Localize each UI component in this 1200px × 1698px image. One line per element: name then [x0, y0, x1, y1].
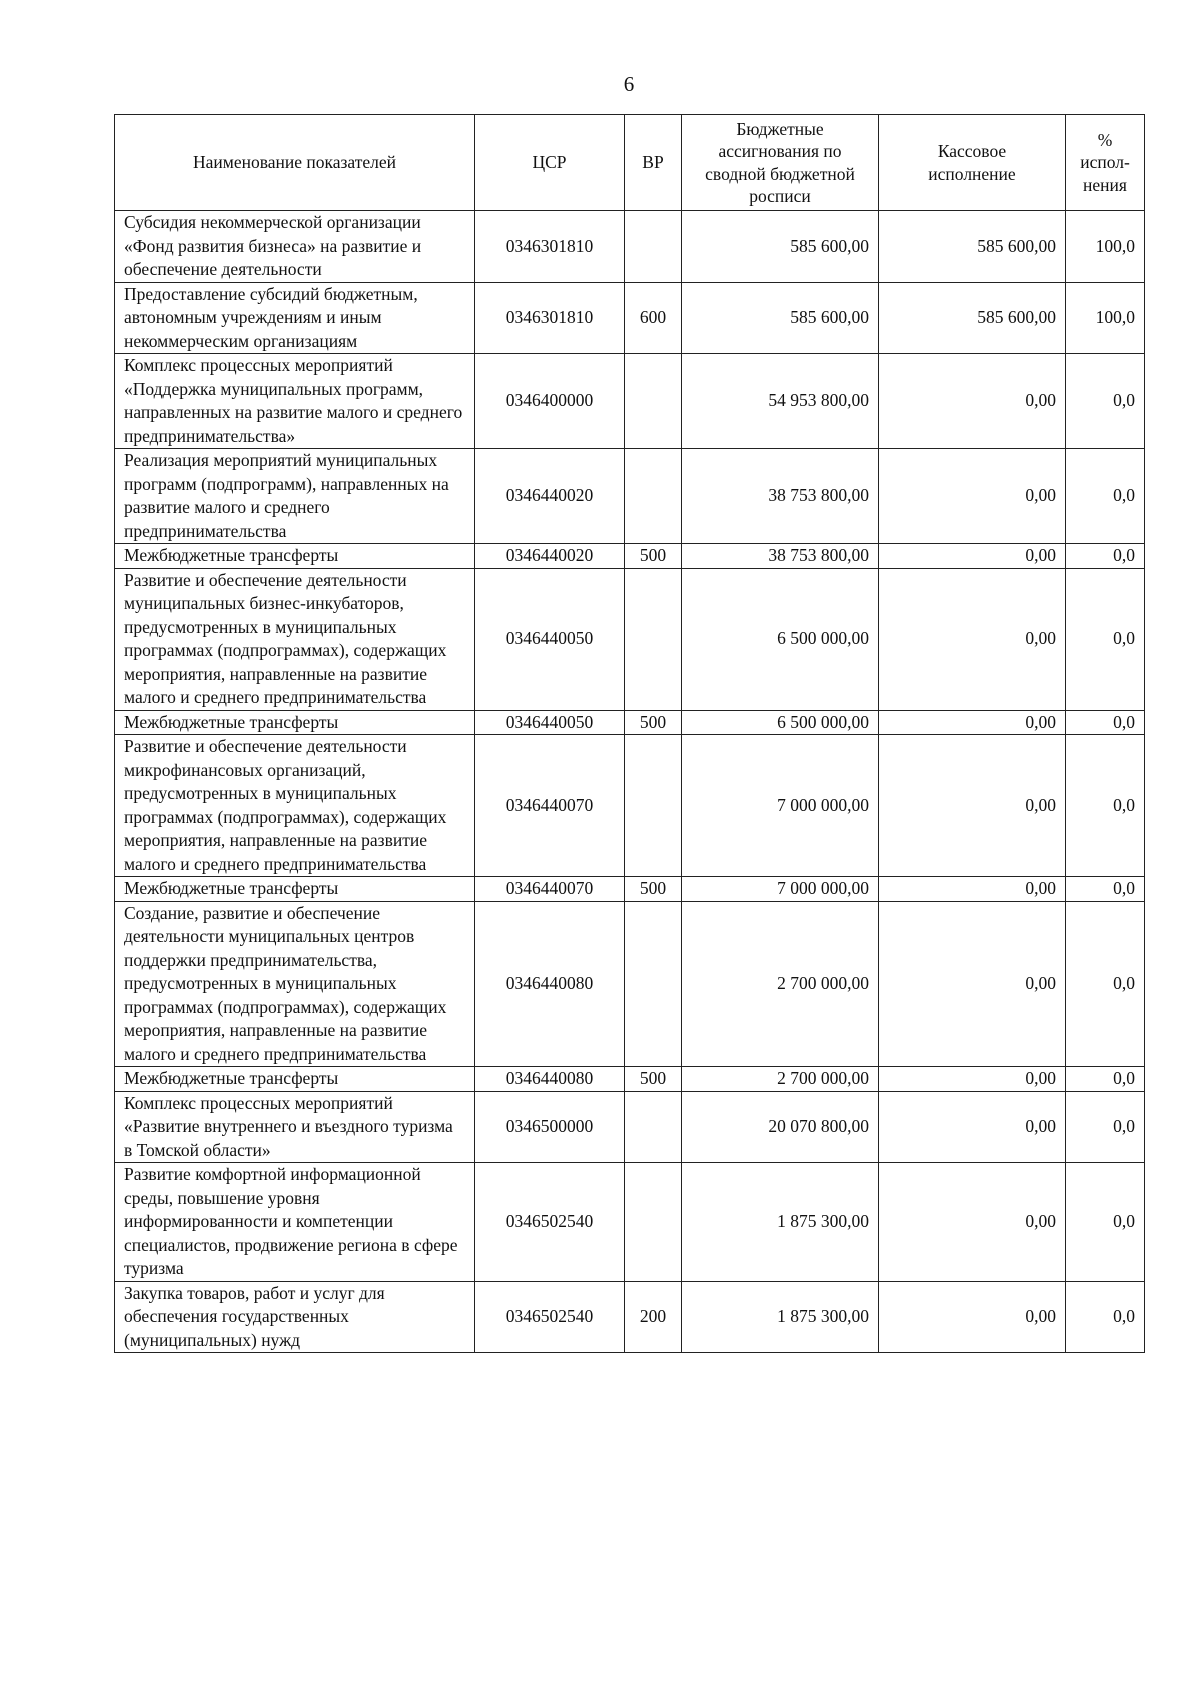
table-row — [115, 449, 1145, 544]
cell-name: Комплекс процессных мероприятий «Поддержка муниципальных программ, направленных на развитие малого и среднего предпринимательства» — [115, 354, 475, 449]
cell-percent: 0,0 — [1066, 710, 1145, 735]
cell-vr: 500 — [625, 710, 682, 735]
cell-csr: 0346440050 — [475, 568, 625, 710]
cell-name: Межбюджетные трансферты — [115, 1067, 475, 1092]
cell-budget: 585 600,00 — [682, 211, 879, 283]
cell-csr: 0346301810 — [475, 282, 625, 354]
cell-vr: 600 — [625, 282, 682, 354]
cell-cash: 0,00 — [879, 449, 1066, 544]
cell-budget: 20 070 800,00 — [682, 1091, 879, 1163]
table-row — [115, 1067, 1145, 1092]
table-header-row — [115, 115, 1145, 211]
cell-budget: 7 000 000,00 — [682, 735, 879, 877]
cell-cash: 0,00 — [879, 1091, 1066, 1163]
cell-csr: 0346400000 — [475, 354, 625, 449]
cell-budget: 38 753 800,00 — [682, 449, 879, 544]
cell-name: Субсидия некоммерческой организации «Фонд развития бизнеса» на развитие и обеспечение деятельности — [115, 211, 475, 283]
table-row — [115, 568, 1145, 710]
cell-percent: 0,0 — [1066, 901, 1145, 1067]
cell-csr: 0346440020 — [475, 449, 625, 544]
cell-percent: 0,0 — [1066, 354, 1145, 449]
cell-vr — [625, 211, 682, 283]
cell-csr: 0346301810 — [475, 211, 625, 283]
cell-percent: 0,0 — [1066, 1091, 1145, 1163]
cell-vr — [625, 735, 682, 877]
cell-vr — [625, 1163, 682, 1282]
cell-budget: 2 700 000,00 — [682, 901, 879, 1067]
cell-name: Предоставление субсидий бюджетным, автономным учреждениям и иным некоммерческим организациям — [115, 282, 475, 354]
cell-cash: 0,00 — [879, 735, 1066, 877]
cell-percent: 0,0 — [1066, 877, 1145, 902]
cell-vr — [625, 449, 682, 544]
cell-vr — [625, 1091, 682, 1163]
cell-cash: 585 600,00 — [879, 211, 1066, 283]
cell-percent: 100,0 — [1066, 282, 1145, 354]
cell-vr: 200 — [625, 1281, 682, 1353]
cell-name: Развитие комфортной информационной среды, повышение уровня информированности и компетенции специалистов, продвижение региона в сфере туризма — [115, 1163, 475, 1282]
cell-percent: 100,0 — [1066, 211, 1145, 283]
table-row — [115, 282, 1145, 354]
cell-csr: 0346440070 — [475, 735, 625, 877]
cell-percent: 0,0 — [1066, 1281, 1145, 1353]
cell-percent: 0,0 — [1066, 449, 1145, 544]
cell-vr — [625, 901, 682, 1067]
cell-percent: 0,0 — [1066, 1163, 1145, 1282]
cell-budget: 2 700 000,00 — [682, 1067, 879, 1092]
cell-name: Реализация мероприятий муниципальных программ (подпрограмм), направленных на развитие малого и среднего предпринимательства — [115, 449, 475, 544]
cell-budget: 6 500 000,00 — [682, 568, 879, 710]
cell-name: Межбюджетные трансферты — [115, 877, 475, 902]
cell-name: Развитие и обеспечение деятельности микрофинансовых организаций, предусмотренных в муниципальных программах (подпрограммах), содержащих мероприятия, направленные на развитие малого и среднего предпринимательства — [115, 735, 475, 877]
cell-csr: 0346440050 — [475, 710, 625, 735]
cell-csr: 0346502540 — [475, 1163, 625, 1282]
cell-cash: 0,00 — [879, 544, 1066, 569]
cell-budget: 6 500 000,00 — [682, 710, 879, 735]
cell-csr: 0346440020 — [475, 544, 625, 569]
cell-name: Комплекс процессных мероприятий «Развитие внутреннего и въездного туризма в Томской области» — [115, 1091, 475, 1163]
header-cash: Кассовое исполнение — [879, 115, 1066, 211]
table-row — [115, 1281, 1145, 1353]
cell-cash: 0,00 — [879, 710, 1066, 735]
cell-percent: 0,0 — [1066, 735, 1145, 877]
table-row — [115, 354, 1145, 449]
table-row — [115, 1091, 1145, 1163]
cell-csr: 0346440080 — [475, 901, 625, 1067]
cell-csr: 0346502540 — [475, 1281, 625, 1353]
cell-cash: 0,00 — [879, 354, 1066, 449]
table-row — [115, 544, 1145, 569]
cell-budget: 7 000 000,00 — [682, 877, 879, 902]
cell-cash: 0,00 — [879, 1163, 1066, 1282]
cell-budget: 54 953 800,00 — [682, 354, 879, 449]
cell-vr: 500 — [625, 877, 682, 902]
header-vr: ВР — [625, 115, 682, 211]
cell-name: Межбюджетные трансферты — [115, 710, 475, 735]
page-number: 6 — [623, 72, 635, 96]
cell-name: Закупка товаров, работ и услуг для обеспечения государственных (муниципальных) нужд — [115, 1281, 475, 1353]
cell-name: Межбюджетные трансферты — [115, 544, 475, 569]
cell-cash: 0,00 — [879, 901, 1066, 1067]
header-budget: Бюджетные ассигнования по сводной бюджетной росписи — [682, 115, 879, 211]
cell-vr — [625, 568, 682, 710]
table-row — [115, 735, 1145, 877]
cell-cash: 0,00 — [879, 1281, 1066, 1353]
cell-vr: 500 — [625, 544, 682, 569]
header-name: Наименование показателей — [115, 115, 475, 211]
cell-vr: 500 — [625, 1067, 682, 1092]
cell-cash: 0,00 — [879, 568, 1066, 710]
cell-name: Развитие и обеспечение деятельности муниципальных бизнес-инкубаторов, предусмотренных в муниципальных программах (подпрограммах), содержащих мероприятия, направленные на развитие малого и среднего предпринимательства — [115, 568, 475, 710]
cell-percent: 0,0 — [1066, 544, 1145, 569]
table-row — [115, 901, 1145, 1067]
cell-cash: 0,00 — [879, 1067, 1066, 1092]
table-row — [115, 877, 1145, 902]
cell-budget: 1 875 300,00 — [682, 1163, 879, 1282]
cell-budget: 38 753 800,00 — [682, 544, 879, 569]
cell-percent: 0,0 — [1066, 1067, 1145, 1092]
header-csr: ЦСР — [475, 115, 625, 211]
cell-vr — [625, 354, 682, 449]
cell-cash: 0,00 — [879, 877, 1066, 902]
cell-percent: 0,0 — [1066, 568, 1145, 710]
budget-execution-table — [114, 114, 1145, 1353]
header-percent: % испол-нения — [1066, 115, 1145, 211]
table-row — [115, 211, 1145, 283]
table-row — [115, 710, 1145, 735]
cell-budget: 1 875 300,00 — [682, 1281, 879, 1353]
cell-csr: 0346440070 — [475, 877, 625, 902]
cell-cash: 585 600,00 — [879, 282, 1066, 354]
cell-csr: 0346500000 — [475, 1091, 625, 1163]
cell-budget: 585 600,00 — [682, 282, 879, 354]
cell-name: Создание, развитие и обеспечение деятельности муниципальных центров поддержки предпринимательства, предусмотренных в муниципальных программах (подпрограммах), содержащих мероприятия, направленные на развитие малого и среднего предпринимательства — [115, 901, 475, 1067]
table-row — [115, 1163, 1145, 1282]
cell-csr: 0346440080 — [475, 1067, 625, 1092]
